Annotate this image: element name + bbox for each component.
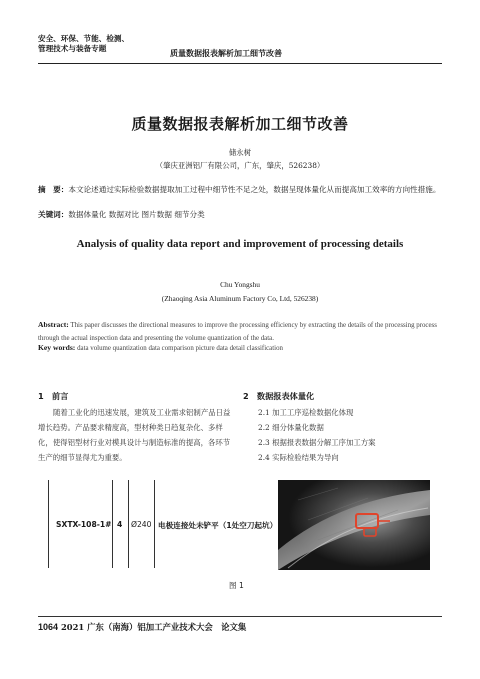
affiliation-cn: （肇庆亚洲铝厂有限公司，广东，肇庆，526238） — [155, 161, 325, 170]
header-rule — [38, 63, 442, 64]
keywords-label-en: Key words: — [38, 343, 76, 352]
abstract-label-en: Abstract: — [38, 320, 69, 329]
affiliation-en: (Zhaoqing Asia Aluminum Factory Co, Ltd, 526238) — [161, 294, 319, 303]
series-header — [38, 34, 129, 54]
section-1-heading: 1 前言 — [38, 391, 69, 401]
figure-photo — [278, 480, 430, 570]
abstract-en — [38, 318, 442, 345]
section-1-body: 随着工业化的迅速发展，建筑及工业需求铝制产品日益增长趋势。产品要求精度高，型材种类日趋复杂化、多样化，使得铝型材行业对模具设计与制造标准的提高，各环节生产的细节显得尤为重要。 — [38, 408, 231, 462]
paper-title-en: Analysis of quality data report and improvement of processing details — [76, 238, 404, 250]
table-divider — [112, 480, 113, 568]
author-cn: 储永树 — [228, 148, 252, 157]
table-cell-diameter: Ø240 — [131, 520, 152, 529]
table-cell-part-number: SXTX-108-1# — [56, 520, 112, 529]
abstract-text-cn: 本文论述通过实际检验数据提取加工过程中细节性不足之处，数据呈现体量化从而提高加工效率的方向性措施。 — [68, 185, 441, 194]
paper-title-cn: 质量数据报表解析加工细节改善 — [131, 115, 349, 133]
footer — [38, 621, 246, 633]
page-number: 1064 — [38, 622, 59, 632]
table-cell-quantity: 4 — [117, 520, 123, 529]
section-2-item: 2.3 根据报表数据分解工序加工方案 — [258, 438, 376, 447]
figure-caption: 图 1 — [229, 581, 244, 590]
abstract-cn — [38, 182, 442, 197]
table-divider — [128, 480, 129, 568]
section-2-item: 2.1 加工工序巡检数据化体现 — [258, 408, 354, 417]
keywords-text-cn: 数据体量化 数据对比 图片数据 细节分类 — [68, 210, 205, 219]
abstract-text-en: This paper discusses the directional measures to improve the processing efficiency by extracting the details of the processing process through the actual inspection data and presenting the volume quantization of the data. — [38, 322, 437, 342]
table-divider — [154, 480, 155, 568]
section-2-item: 2.4 实际检验结果为导向 — [258, 453, 339, 462]
table-cell-defect: 电极连接处未铲平（1处空刀起坑） — [158, 521, 278, 530]
author-en: Chu Yongshu — [220, 280, 260, 289]
keywords-label-cn: 关键词： — [38, 210, 69, 219]
figure-table — [48, 480, 278, 568]
series-line-1: 安全、环保、节能、检测、 — [38, 34, 130, 43]
footer-rule — [38, 616, 442, 617]
section-2-list — [258, 405, 376, 465]
running-title: 质量数据报表解析加工细节改善 — [170, 48, 282, 58]
series-line-2: 管理技术与装备专题 — [38, 44, 107, 53]
abstract-label-cn: 摘 要： — [38, 185, 69, 194]
section-2-heading: 2 数据报表体量化 — [243, 391, 315, 401]
section-2-item: 2.2 细分体量化数据 — [258, 423, 324, 432]
table-divider — [48, 480, 49, 568]
proceedings-title: 2021 广东（南海）铝加工产业技术大会 论文集 — [60, 622, 247, 632]
keywords-cn — [38, 209, 442, 220]
keywords-en — [38, 343, 442, 352]
keywords-text-en: data volume quantization data comparison picture data detail classification — [77, 345, 283, 352]
